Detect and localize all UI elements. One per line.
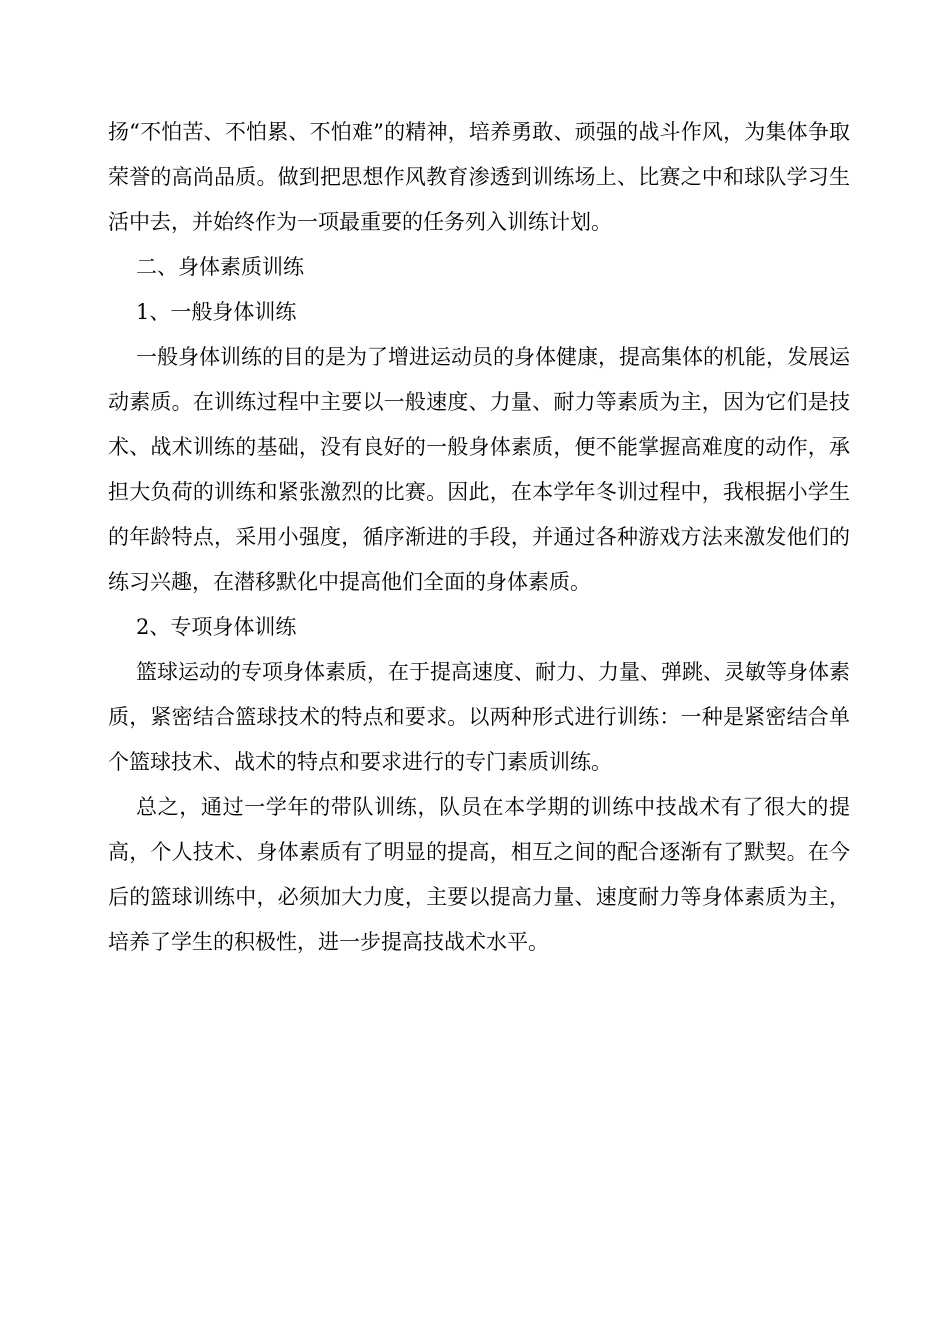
paragraph-general-training: 一般身体训练的目的是为了增进运动员的身体健康，提高集体的机能，发展运动素质。在训练过程中主要以一般速度、力量、耐力等素质为主，因为它们是技术、战术训练的基础，没有良好的一般身体素质，便不能掌握高难度的动作，承担大负荷的训练和紧张激烈的比赛。因此，在本学年冬训过程中，我根据小学生的年龄特点，采用小强度，循序渐进的手段，并通过各种游戏方法来激发他们的练习兴趣，在潜移默化中提高他们全面的身体素质。	[108, 345, 850, 594]
paragraph-spirit-continuation: 扬“不怕苦、不怕累、不怕难”的精神，培养勇敢、顽强的战斗作风，为集体争取荣誉的高尚品质。做到把思想作风教育渗透到训练场上、比赛之中和球队学习生活中去，并始终作为一项最重要的任务列入训练计划。	[108, 120, 850, 234]
document-body	[108, 110, 850, 965]
paragraph-special-training: 篮球运动的专项身体素质，在于提高速度、耐力、力量、弹跳、灵敏等身体素质，紧密结合篮球技术的特点和要求。以两种形式进行训练：一种是紧密结合单个篮球技术、战术的特点和要求进行的专门素质训练。	[108, 660, 850, 774]
paragraph-summary: 总之，通过一学年的带队训练，队员在本学期的训练中技战术有了很大的提高，个人技术、身体素质有了明显的提高，相互之间的配合逐渐有了默契。在今后的篮球训练中，必须加大力度，主要以提高力量、速度耐力等身体素质为主，培养了学生的积极性，进一步提高技战术水平。	[108, 795, 850, 954]
subheading-general-training: 1、一般身体训练	[136, 300, 297, 324]
subheading-special-training: 2、专项身体训练	[136, 615, 297, 639]
section-heading-physical-training: 二、身体素质训练	[136, 255, 304, 279]
